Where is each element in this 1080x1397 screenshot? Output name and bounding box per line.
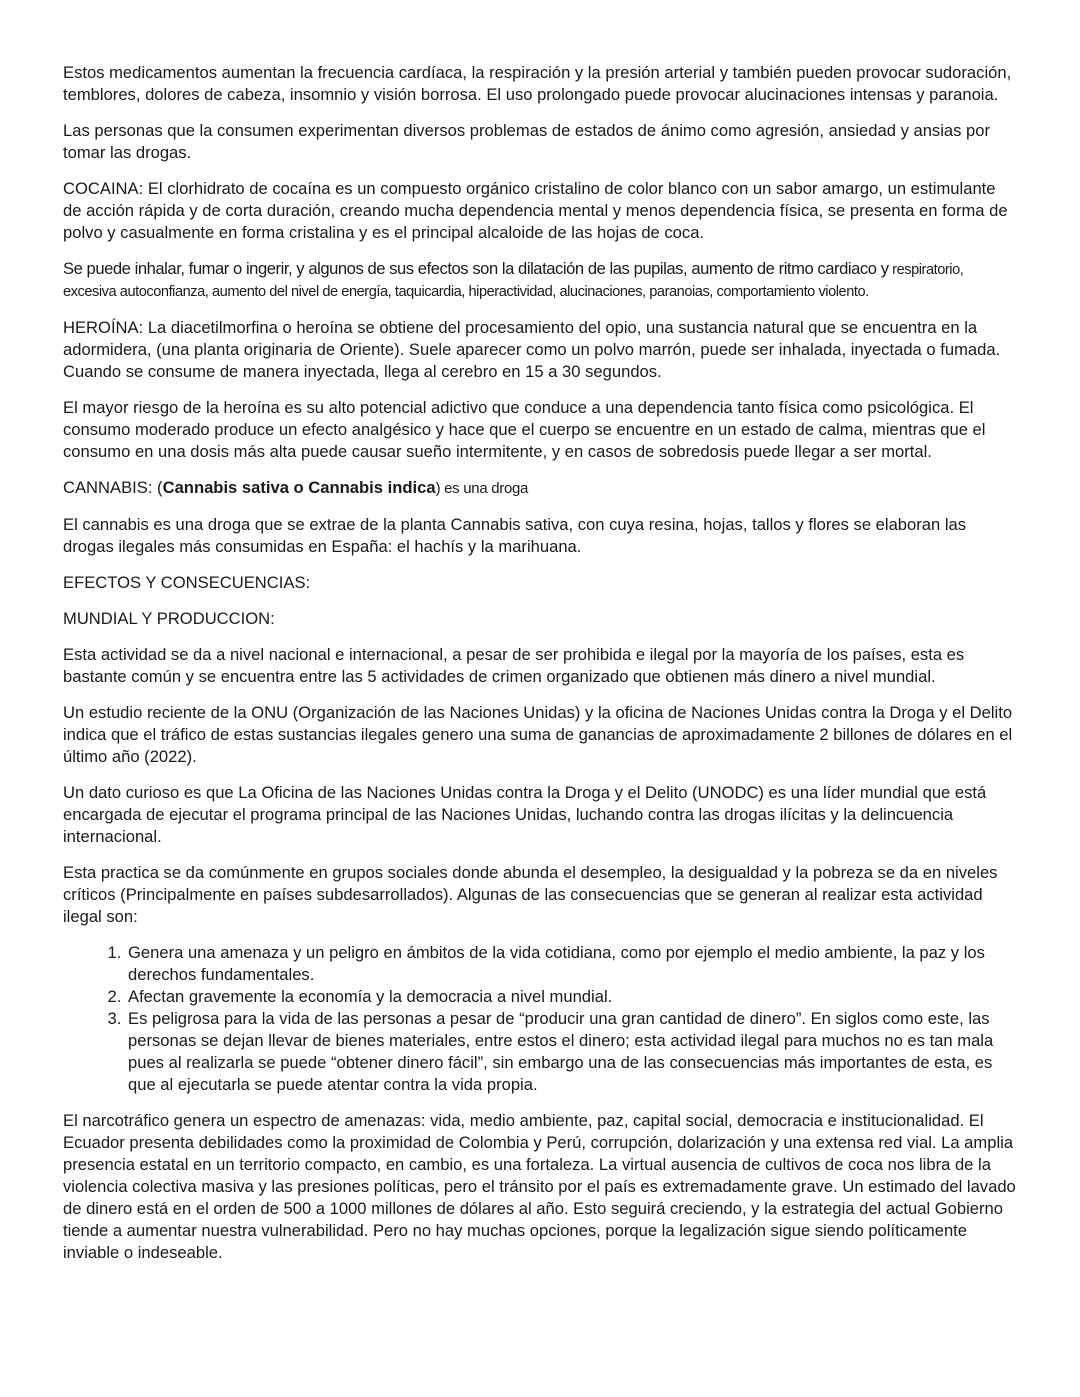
- paragraph-cocaine: COCAINA: El clorhidrato de cocaína es un compuesto orgánico cristalino de color blanco con un sabor amargo, un estimulante de acción rápida y de corta duración, creando mucha dependencia mental y menos dependencia física, se presenta en forma de polvo y casualmente en forma cristalina y es el principal alcaloide de las hojas de coca.: [63, 179, 1008, 242]
- document-page: [63, 62, 1018, 1278]
- paragraph-social-groups: Esta practica se da comúnmente en grupos sociales donde abunda el desempleo, la desigualdad y la pobreza se da en niveles críticos (Principalmente en países subdesarrollados). Algunas de las consecuencias que se generan al realizar esta actividad ilegal son:: [63, 863, 998, 926]
- heading-effects: EFECTOS Y CONSECUENCIAS:: [63, 573, 311, 592]
- cocaine-effects-lead: Se puede inhalar, fumar o ingerir, y algunos de sus efectos son la dilatación de las pupilas, aumento de ritmo cardiaco y: [63, 259, 889, 278]
- heading-world-production: MUNDIAL Y PRODUCCION:: [63, 609, 275, 628]
- cannabis-prefix: CANNABIS: (: [63, 478, 163, 497]
- list-item: 2. Afectan gravemente la economía y la democracia a nivel mundial.: [126, 986, 1018, 1008]
- cannabis-suffix: ) es una droga: [435, 480, 529, 497]
- list-item: 3. Es peligrosa para la vida de las personas a pesar de “producir una gran cantidad de dinero”. En siglos como este, las personas se dejan llevar de bienes materiales, entre estos el dinero; esta actividad ilegal para muchos no es tan mala pues al realizarla se puede “obtener dinero fácil”, sin embargo una de las consecuencias más importantes de esta, es que al ejecutarla se puede atentar contra la vida propia.: [126, 1008, 1018, 1096]
- paragraph-mood-problems: Las personas que la consumen experimentan diversos problemas de estados de ánimo como agresión, ansiedad y ansias por tomar las drogas.: [63, 121, 991, 162]
- paragraph-narcotrafico-ecuador: El narcotráfico genera un espectro de amenazas: vida, medio ambiente, paz, capital social, democracia e institucionalidad. El Ecuador presenta debilidades como la proximidad de Colombia y Perú, corrupción, dolarización y una extensa red vial. La amplia presencia estatal en un territorio compacto, en cambio, es una fortaleza. La virtual ausencia de cultivos de coca nos libra de la violencia colectiva masiva y las presiones políticas, pero el tránsito por el país es extremadamente grave. Un estimado del lavado de dinero está en el orden de 500 a 1000 millones de dólares al año. Esto seguirá creciendo, y la estrategia del actual Gobierno tiende a aumentar nuestra vulnerabilidad. Pero no hay muchas opciones, porque la legalización sigue siendo políticamente inviable o indeseable.: [63, 1111, 1016, 1262]
- cannabis-species: Cannabis sativa o Cannabis indica: [162, 478, 436, 497]
- paragraph-activity-level: Esta actividad se da a nivel nacional e internacional, a pesar de ser prohibida e ilegal por la mayoría de los países, esta es bastante común y se encuentra entre las 5 actividades de crimen organizado que obtienen más dinero a nivel mundial.: [63, 645, 965, 686]
- paragraph-unodc: Un dato curioso es que La Oficina de las Naciones Unidas contra la Droga y el Delito (UNODC) es una líder mundial que está encargada de ejecutar el programa principal de las Naciones Unidas, luchando contra las drogas ilícitas y la delincuencia internacional.: [63, 783, 987, 846]
- cocaine-effects-tail: respiratorio, excesiva autoconfianza, aumento del nivel de energía, taquicardia, hiperactividad, alucinaciones, paranoias, comportamiento violento.: [63, 262, 964, 300]
- consequences-list: [63, 942, 1018, 1096]
- paragraph-cocaine-effects: [63, 258, 1018, 303]
- paragraph-heroin: HEROÍNA: La diacetilmorfina o heroína se obtiene del procesamiento del opio, una sustancia natural que se encuentra en la adormidera, (una planta originaria de Oriente). Suele aparecer como un polvo marrón, puede ser inhalada, inyectada o fumada. Cuando se consume de manera inyectada, llega al cerebro en 15 a 30 segundos.: [63, 318, 1001, 381]
- paragraph-un-study: Un estudio reciente de la ONU (Organización de las Naciones Unidas) y la oficina de Naciones Unidas contra la Droga y el Delito indica que el tráfico de estas sustancias ilegales genero una suma de ganancias de aproximadamente 2 billones de dólares en el último año (2022).: [63, 703, 1013, 766]
- paragraph-cannabis-heading: [63, 477, 1018, 500]
- paragraph-cannabis: El cannabis es una droga que se extrae de la planta Cannabis sativa, con cuya resina, hojas, tallos y flores se elaboran las drogas ilegales más consumidas en España: el hachís y la marihuana.: [63, 515, 967, 556]
- paragraph-stimulant-effects: Estos medicamentos aumentan la frecuencia cardíaca, la respiración y la presión arterial y también pueden provocar sudoración, temblores, dolores de cabeza, insomnio y visión borrosa. El uso prolongado puede provocar alucinaciones intensas y paranoia.: [63, 63, 1012, 104]
- paragraph-heroin-risk: El mayor riesgo de la heroína es su alto potencial adictivo que conduce a una dependencia tanto física como psicológica. El consumo moderado produce un efecto analgésico y hace que el cuerpo se encuentre en un estado de calma, mientras que el consumo en una dosis más alta puede causar sueño intermitente, y en casos de sobredosis puede llegar a ser mortal.: [63, 398, 986, 461]
- list-item: 1. Genera una amenaza y un peligro en ámbitos de la vida cotidiana, como por ejemplo el medio ambiente, la paz y los derechos fundamentales.: [126, 942, 1018, 986]
